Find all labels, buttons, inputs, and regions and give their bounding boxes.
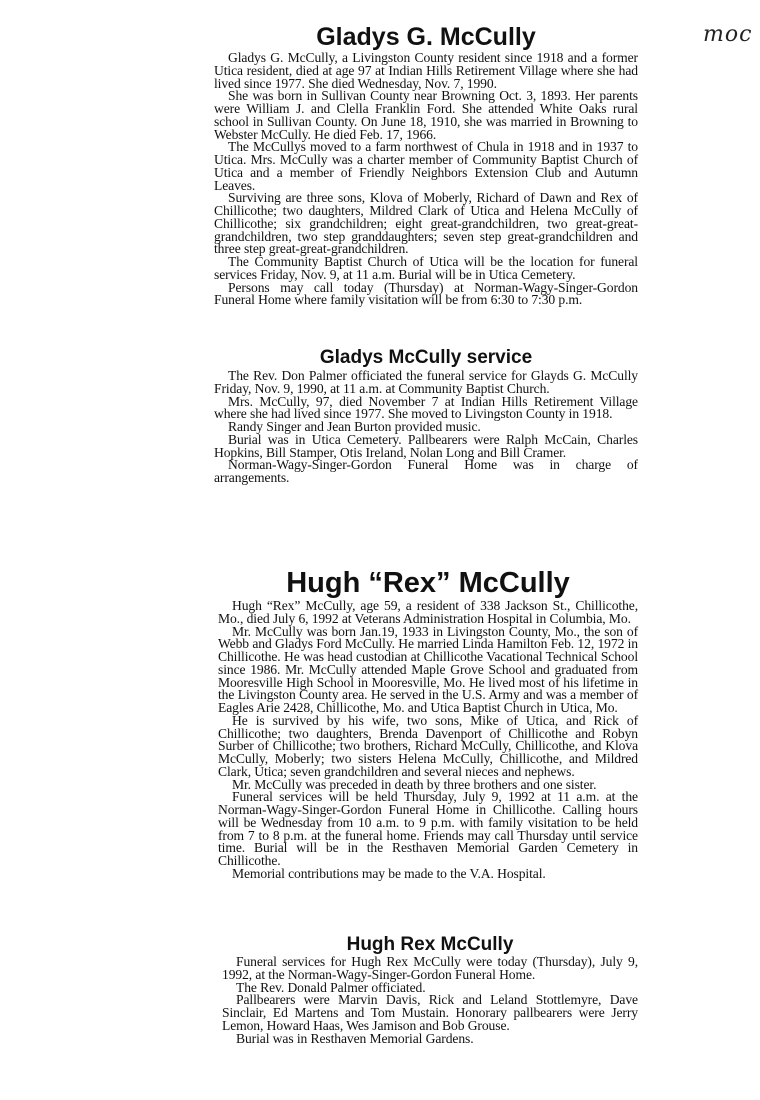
hugh-service xyxy=(222,934,638,1045)
paragraph: Randy Singer and Jean Burton provided music. xyxy=(228,419,481,434)
paragraph: Funeral services will be held Thursday, July 9, 1992 at 11 a.m. at the Norman-Wagy-Singer-Gordon Funeral Home in Chillicothe. Calling hours will be Wednesday from 10 a.m. to 9 p.m. with family visitation to be held from 7 to 8 p.m. at the funeral home. Friends may call Thursday until service time. Burial will be in the Resthaven Memorial Garden Cemetery in Chillicothe. xyxy=(218,789,638,868)
gladys-obituary xyxy=(214,22,638,307)
paragraph: Mr. McCully was born Jan.19, 1933 in Livingston County, Mo., the son of Webb and Gladys Ford McCully. He married Linda Hamilton Feb. 12, 1972 in Chillicothe. He was head custodian at Chillicothe Vacational Technical School since 1986. Mr. McCully attended Maple Grove School and graduated from Mooresville High School in Mooresville, Mo. He lived most of his lifetime in the Livingston County area. He served in the U.S. Army and was a member of Eagles Arie 2428, Chillicothe, Mo. and Utica Baptist Church in Utica, Mo. xyxy=(218,623,638,715)
paragraph: She was born in Sullivan County near Browning Oct. 3, 1893. Her parents were William J. and Clella Franklin Ford. She attended White Oaks rural school in Sullivan County. On June 18, 1910, she was married in Browning to Webster McCully. He died Feb. 17, 1966. xyxy=(214,88,638,142)
paragraph: The Community Baptist Church of Utica will be the location for funeral services Friday, Nov. 9, at 11 a.m. Burial will be in Utica Cemetery. xyxy=(214,254,638,282)
paragraph: Mrs. McCully, 97, died November 7 at Indian Hills Retirement Village where she had lived since 1977. She moved to Livingston County in 1918. xyxy=(214,393,638,422)
paragraph: Surviving are three sons, Klova of Moberly, Richard of Dawn and Rex of Chillicothe; two daughters, Mildred Clark of Utica and Helena McCully of Chillicothe; six grandchildren; eight great-grandchildren, two great-great-grandchildren, two step granddaughters; seven step great-grandchildren and three step great-great-grandchildren. xyxy=(214,190,638,257)
paragraph: The McCullys moved to a farm northwest of Chula in 1918 and in 1937 to Utica. Mrs. McCully was a charter member of Community Baptist Church of Utica and a member of Friendly Neighbors Extension Club and Autumn Leaves. xyxy=(214,139,638,193)
headline: Hugh Rex McCully xyxy=(346,934,514,955)
paragraph: Gladys G. McCully, a Livingston County resident since 1918 and a former Utica resident, died at age 97 at Indian Hills Retirement Village where she had lived since 1977. She died Wednesday, Nov. 7, 1990. xyxy=(214,50,638,91)
article-body xyxy=(214,52,638,307)
paragraph: Norman-Wagy-Singer-Gordon Funeral Home was in charge of arrangements. xyxy=(214,457,638,485)
paragraph: Mr. McCully was preceded in death by three brothers and one sister. xyxy=(232,776,597,792)
paragraph: Burial was in Utica Cemetery. Pallbearers were Ralph McCain, Charles Hopkins, Bill Stamper, Otis Ireland, Nolan Long and Bill Cramer. xyxy=(214,431,638,460)
headline: Gladys G. McCully xyxy=(316,23,536,51)
headline: Hugh “Rex” McCully xyxy=(286,567,570,599)
paragraph: The Rev. Don Palmer officiated the funeral service for Glayds G. McCully Friday, Nov. 9, 1990, at 11 a.m. at Community Baptist Church. xyxy=(214,368,638,396)
headline: Gladys McCully service xyxy=(319,347,533,368)
handwritten-note: moc xyxy=(703,22,753,47)
paragraph: Hugh “Rex” McCully, age 59, a resident of 338 Jackson St., Chillicothe, Mo., died July 6, 1992 at Veterans Administration Hospital in Columbia, Mo. xyxy=(218,598,638,626)
hugh-obituary xyxy=(218,566,638,881)
article-body xyxy=(214,370,638,485)
paragraph: Memorial contributions may be made to the V.A. Hospital. xyxy=(232,865,546,881)
article-body xyxy=(222,956,638,1045)
paragraph: Persons may call today (Thursday) at Norman-Wagy-Singer-Gordon Funeral Home where family visitation will be from 6:30 to 7:30 p.m. xyxy=(214,279,638,308)
gladys-service xyxy=(214,346,638,485)
paragraph: Pallbearers were Marvin Davis, Rick and Leland Stottlemyre, Dave Sinclair, Ed Martens and Tom Mustain. Honorary pallbearers were Jerry Lemon, Howard Haas, Wes Jamison and Bob Grouse. xyxy=(222,992,638,1033)
paragraph: He is survived by his wife, two sons, Mike of Utica, and Rick of Chillicothe; two daughters, Brenda Davenport of Chillicothe and Robyn Surber of Chillicothe; two brothers, Richard McCully, Chillicothe, and Klova McCully, Moberly; two sisters Helena McCully, Chillicothe, and Mildred Clark, Utica; seven grandchildren and several nieces and nephews. xyxy=(218,712,638,779)
paragraph: Funeral services for Hugh Rex McCully were today (Thursday), July 9, 1992, at the Norman-Wagy-Singer-Gordon Funeral Home. xyxy=(222,954,638,982)
paragraph: Burial was in Resthaven Memorial Gardens. xyxy=(236,1030,474,1046)
paragraph: The Rev. Donald Palmer officiated. xyxy=(236,979,426,995)
article-body xyxy=(218,600,638,881)
